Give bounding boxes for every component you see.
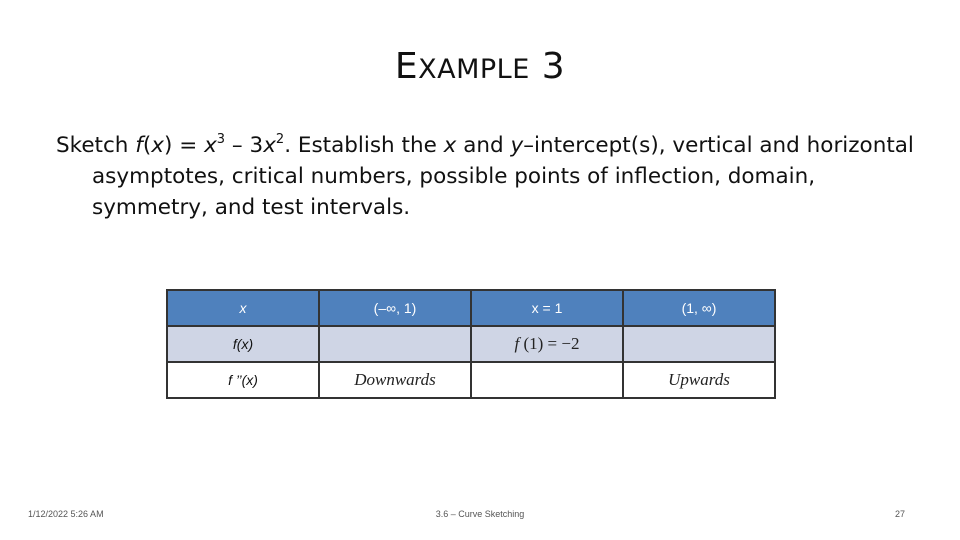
cell-fx-left	[319, 326, 471, 362]
row-label-fx	[167, 326, 319, 362]
problem-paragraph	[56, 130, 916, 223]
footer-date: 1/12/2022 5:26 AM	[28, 509, 104, 519]
table-row	[167, 326, 775, 362]
exponent: 2	[275, 132, 285, 147]
var-x: x	[263, 133, 276, 158]
text-seg: – 3	[225, 133, 264, 158]
title-number: 3	[541, 46, 566, 87]
text-seg: (	[142, 133, 152, 158]
header-x	[167, 290, 319, 326]
footer-page-number: 27	[894, 509, 905, 519]
header-x-text: x	[239, 300, 247, 316]
text-seg: ) =	[163, 133, 205, 158]
var-x: x	[151, 133, 164, 158]
concavity-left-text: Downwards	[354, 370, 436, 389]
slide-title	[0, 46, 960, 87]
var-x: x	[204, 133, 217, 158]
cell-fx-right	[623, 326, 775, 362]
fval-rest: (1) = −2	[523, 334, 580, 353]
row-label-fx-text: f(x)	[232, 336, 254, 352]
var-y: y	[510, 133, 524, 158]
header-x-equals-1: x = 1	[471, 290, 623, 326]
header-interval-right: (1, ∞)	[623, 290, 775, 326]
row-label-fpp	[167, 362, 319, 398]
cell-concavity-mid	[471, 362, 623, 398]
cell-fx-at-1	[471, 326, 623, 362]
table-header-row	[167, 290, 775, 326]
cell-concavity-right	[623, 362, 775, 398]
header-interval-left: (–∞, 1)	[319, 290, 471, 326]
title-rest: XAMPLE	[418, 54, 530, 85]
sign-table	[166, 289, 776, 399]
footer-section: 3.6 – Curve Sketching	[435, 509, 525, 519]
fval-f: f	[514, 334, 520, 353]
text-seg: and	[456, 133, 511, 158]
var-x: x	[443, 133, 457, 158]
cell-concavity-left	[319, 362, 471, 398]
table-row	[167, 362, 775, 398]
concavity-right-text: Upwards	[668, 370, 730, 389]
row-label-fpp-text: f ’’(x)	[228, 372, 258, 388]
text-seg: –intercept(s), vertical and horizontal asymptotes, critical numbers, possible points of inflection, domain, symmetry, and test intervals.	[92, 133, 914, 220]
text-seg: . Establish the	[284, 133, 444, 158]
text-seg: Sketch	[56, 133, 136, 158]
exponent: 3	[216, 132, 226, 147]
func-f: f	[135, 133, 143, 158]
title-first-letter: E	[394, 46, 419, 87]
problem-statement	[56, 130, 916, 223]
